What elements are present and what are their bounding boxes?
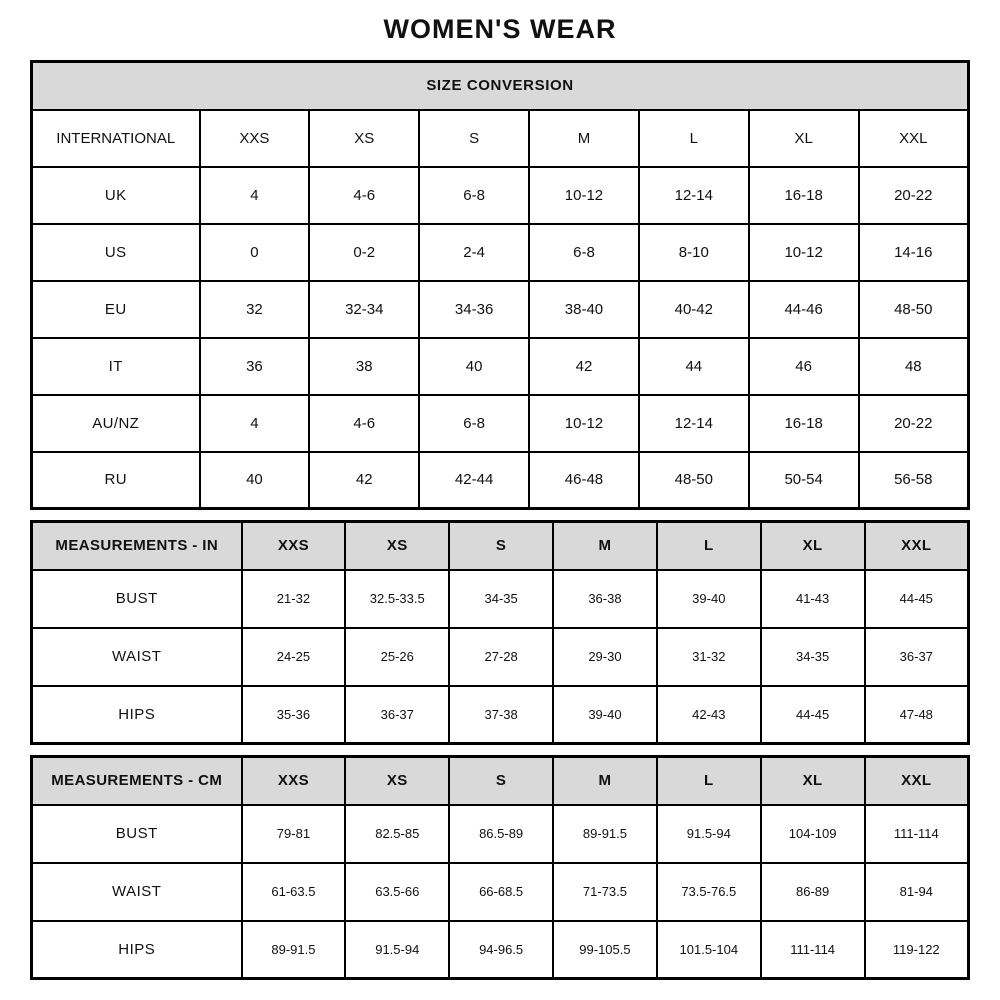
table-row: [32, 628, 969, 686]
size-conversion-header-row: [32, 110, 969, 167]
data-cell: 71-73.5: [553, 863, 657, 921]
data-cell: 20-22: [859, 395, 969, 452]
data-cell: 86.5-89: [449, 805, 553, 863]
row-label: EU: [32, 281, 200, 338]
header-label-cell: MEASUREMENTS - IN: [32, 522, 242, 570]
data-cell: 39-40: [657, 570, 761, 628]
data-cell: 36-37: [865, 628, 969, 686]
data-cell: 32: [200, 281, 310, 338]
data-cell: 46: [749, 338, 859, 395]
header-size-cell: XXL: [865, 757, 969, 805]
data-cell: 4-6: [309, 395, 419, 452]
data-cell: 61-63.5: [242, 863, 346, 921]
header-size-cell: S: [449, 522, 553, 570]
data-cell: 10-12: [529, 395, 639, 452]
data-cell: 25-26: [345, 628, 449, 686]
row-label: BUST: [32, 570, 242, 628]
header-size-cell: XL: [761, 522, 865, 570]
data-cell: 6-8: [419, 395, 529, 452]
table-row: [32, 686, 969, 744]
data-cell: 29-30: [553, 628, 657, 686]
data-cell: 0-2: [309, 224, 419, 281]
data-cell: 47-48: [865, 686, 969, 744]
table-row: [32, 338, 969, 395]
data-cell: 4: [200, 167, 310, 224]
table-row: [32, 167, 969, 224]
data-cell: 44-45: [761, 686, 865, 744]
header-size-cell: S: [449, 757, 553, 805]
row-label: IT: [32, 338, 200, 395]
table-row: [32, 863, 969, 921]
data-cell: 42: [309, 452, 419, 509]
header-label-cell: MEASUREMENTS - CM: [32, 757, 242, 805]
data-cell: 119-122: [865, 921, 969, 979]
data-cell: 4: [200, 395, 310, 452]
data-cell: 34-36: [419, 281, 529, 338]
data-cell: 34-35: [761, 628, 865, 686]
page-title: WOMEN'S WEAR: [383, 14, 617, 44]
data-cell: 35-36: [242, 686, 346, 744]
data-cell: 38-40: [529, 281, 639, 338]
data-cell: 63.5-66: [345, 863, 449, 921]
data-cell: 24-25: [242, 628, 346, 686]
header-size-cell: XS: [309, 110, 419, 167]
data-cell: 42: [529, 338, 639, 395]
header-size-cell: M: [553, 522, 657, 570]
data-cell: 40: [419, 338, 529, 395]
data-cell: 10-12: [529, 167, 639, 224]
data-cell: 40: [200, 452, 310, 509]
data-cell: 27-28: [449, 628, 553, 686]
data-cell: 86-89: [761, 863, 865, 921]
data-cell: 79-81: [242, 805, 346, 863]
table-row: [32, 570, 969, 628]
data-cell: 14-16: [859, 224, 969, 281]
data-cell: 89-91.5: [553, 805, 657, 863]
header-size-cell: XS: [345, 522, 449, 570]
data-cell: 39-40: [553, 686, 657, 744]
measurements-in-table: [30, 520, 970, 745]
header-size-cell: XL: [761, 757, 865, 805]
row-label: RU: [32, 452, 200, 509]
data-cell: 6-8: [419, 167, 529, 224]
data-cell: 16-18: [749, 167, 859, 224]
data-cell: 42-43: [657, 686, 761, 744]
row-label: UK: [32, 167, 200, 224]
data-cell: 6-8: [529, 224, 639, 281]
header-size-cell: XXS: [242, 522, 346, 570]
data-cell: 46-48: [529, 452, 639, 509]
data-cell: 20-22: [859, 167, 969, 224]
data-cell: 10-12: [749, 224, 859, 281]
table-row: [32, 395, 969, 452]
tables-container: [30, 60, 970, 980]
header-size-cell: XXS: [200, 110, 310, 167]
data-cell: 81-94: [865, 863, 969, 921]
table-row: [32, 805, 969, 863]
data-cell: 44-45: [865, 570, 969, 628]
header-label-cell: INTERNATIONAL: [32, 110, 200, 167]
header-size-cell: XS: [345, 757, 449, 805]
row-label: BUST: [32, 805, 242, 863]
data-cell: 32.5-33.5: [345, 570, 449, 628]
header-size-cell: S: [419, 110, 529, 167]
header-size-cell: L: [657, 522, 761, 570]
data-cell: 36-37: [345, 686, 449, 744]
row-label: US: [32, 224, 200, 281]
data-cell: 44-46: [749, 281, 859, 338]
data-cell: 56-58: [859, 452, 969, 509]
data-cell: 101.5-104: [657, 921, 761, 979]
measurements-cm-header-row: [32, 757, 969, 805]
table-row: [32, 281, 969, 338]
data-cell: 40-42: [639, 281, 749, 338]
row-label: WAIST: [32, 863, 242, 921]
header-size-cell: XXL: [859, 110, 969, 167]
data-cell: 99-105.5: [553, 921, 657, 979]
row-label: AU/NZ: [32, 395, 200, 452]
data-cell: 48-50: [639, 452, 749, 509]
measurements-cm-table: [30, 755, 970, 980]
data-cell: 104-109: [761, 805, 865, 863]
data-cell: 32-34: [309, 281, 419, 338]
data-cell: 21-32: [242, 570, 346, 628]
table-row: [32, 224, 969, 281]
data-cell: 42-44: [419, 452, 529, 509]
data-cell: 66-68.5: [449, 863, 553, 921]
size-conversion-title-row: [32, 62, 969, 110]
row-label: HIPS: [32, 686, 242, 744]
header-size-cell: XXS: [242, 757, 346, 805]
data-cell: 16-18: [749, 395, 859, 452]
table-row: [32, 921, 969, 979]
data-cell: 38: [309, 338, 419, 395]
data-cell: 111-114: [761, 921, 865, 979]
data-cell: 36: [200, 338, 310, 395]
size-conversion-title: SIZE CONVERSION: [32, 62, 969, 110]
data-cell: 0: [200, 224, 310, 281]
data-cell: 111-114: [865, 805, 969, 863]
data-cell: 48-50: [859, 281, 969, 338]
header-size-cell: L: [657, 757, 761, 805]
row-label: HIPS: [32, 921, 242, 979]
measurements-in-header-row: [32, 522, 969, 570]
data-cell: 34-35: [449, 570, 553, 628]
data-cell: 73.5-76.5: [657, 863, 761, 921]
table-row: [32, 452, 969, 509]
data-cell: 31-32: [657, 628, 761, 686]
data-cell: 4-6: [309, 167, 419, 224]
data-cell: 48: [859, 338, 969, 395]
data-cell: 94-96.5: [449, 921, 553, 979]
data-cell: 36-38: [553, 570, 657, 628]
data-cell: 12-14: [639, 395, 749, 452]
data-cell: 82.5-85: [345, 805, 449, 863]
data-cell: 89-91.5: [242, 921, 346, 979]
data-cell: 44: [639, 338, 749, 395]
row-label: WAIST: [32, 628, 242, 686]
data-cell: 91.5-94: [657, 805, 761, 863]
data-cell: 12-14: [639, 167, 749, 224]
data-cell: 8-10: [639, 224, 749, 281]
header-size-cell: XL: [749, 110, 859, 167]
data-cell: 2-4: [419, 224, 529, 281]
header-size-cell: XXL: [865, 522, 969, 570]
data-cell: 41-43: [761, 570, 865, 628]
data-cell: 91.5-94: [345, 921, 449, 979]
header-size-cell: M: [529, 110, 639, 167]
header-size-cell: M: [553, 757, 657, 805]
data-cell: 50-54: [749, 452, 859, 509]
header-size-cell: L: [639, 110, 749, 167]
size-conversion-table: [30, 60, 970, 510]
data-cell: 37-38: [449, 686, 553, 744]
